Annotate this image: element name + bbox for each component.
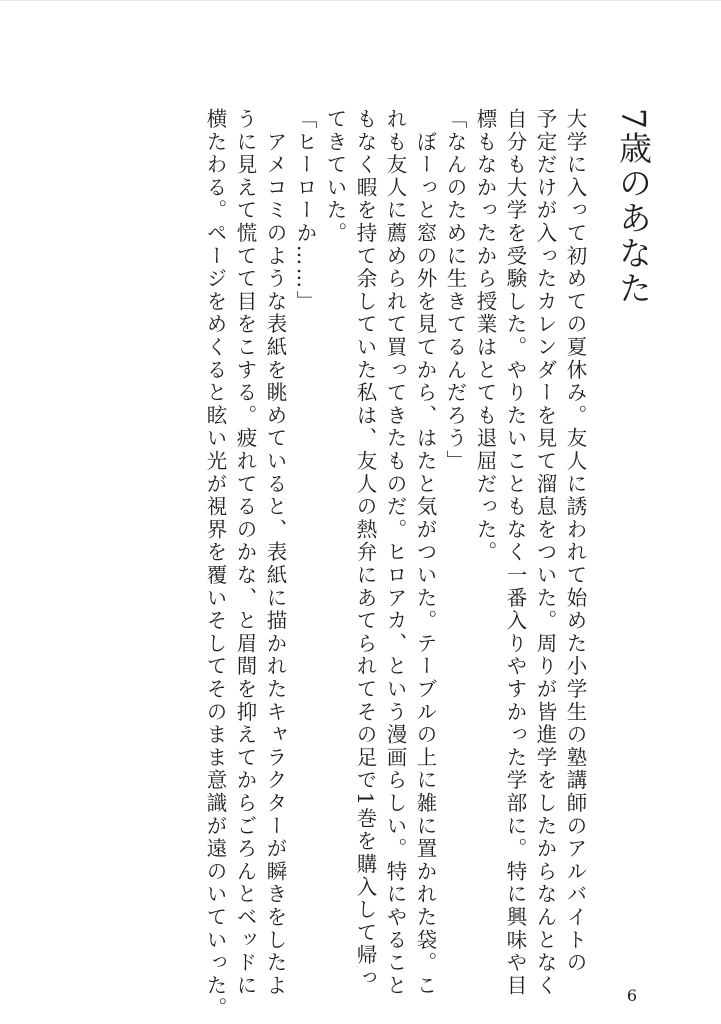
text-line: 「なんのために生きてるんだろう」 (443, 108, 467, 473)
text-line: 「ヒーローか……」 (293, 108, 317, 314)
text-line: うに見えて慌てて目をこする。疲れてるのかな、と眉間を抑えてからごろんとベッドに (233, 108, 257, 998)
text-line: もなく暇を持て余していた私は、友人の熱弁にあてられてその足で1巻を購入して帰っ (353, 108, 377, 990)
text-line: 標もなかったから授業はとても退屈だった。 (473, 108, 497, 564)
text-line: 自分も大学を受験した。やりたいこともなく一番入りやすかった学部に。特に興味や目 (503, 108, 527, 998)
text-line: てきていた。 (323, 108, 347, 245)
text-line: れも友人に薦められて買ってきたものだ。ヒロアカ、という漫画らしい。特にやること (383, 108, 407, 998)
page-number: 6 (626, 986, 638, 1005)
text-line: 予定だけが入ったカレンダーを見て溜息をついた。周りが皆進学をしたからなんとなく (533, 108, 557, 998)
text-line: 横たわる。ページをめくると眩い光が視界を覆いそしてそのまま意識が遠のいていった。 (203, 108, 227, 1020)
chapter-title: 7歳のあなた (614, 108, 653, 306)
text-line: ぼーっと窓の外を見てから、はたと気がついた。テーブルの上に雑に置かれた袋。こ (413, 108, 437, 998)
text-line: 大学に入って初めての夏休み。友人に誘われて始めた小学生の塾講師のアルバイトの (563, 108, 587, 975)
body-text (140, 108, 590, 1020)
text-line: アメコミのような表紙を眺めていると、表紙に描かれたキャラクターが瞬きをしたよ (263, 108, 287, 998)
